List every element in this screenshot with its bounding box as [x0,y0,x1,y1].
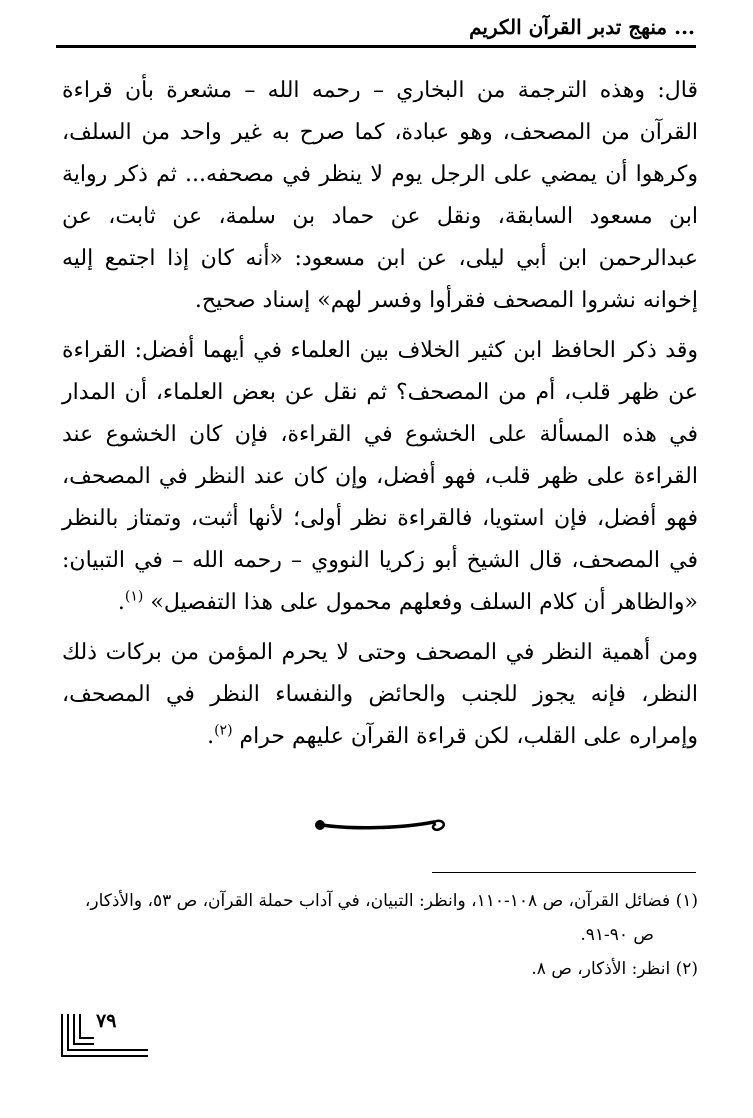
footnote-1-text: فضائل القرآن، ص ١٠٨-١١٠، وانظر: التبيان، في آداب حملة القرآن، ص ٥٣، والأذكار، ص ٩٠-٩١. [84,891,671,945]
footnote-ref-2[interactable]: (٢) [214,722,233,739]
paragraph-3-text: ومن أهمية النظر في المصحف وحتى لا يحرم المؤمن من بركات ذلك النظر، فإنه يجوز للجنب والحائض والنفساء النظر في المصحف، وإمراره على القلب، لكن قراءة القرآن عليهم حرام [62,640,698,749]
header-rule [56,45,696,48]
paragraph-3: ومن أهمية النظر في المصحف وحتى لا يحرم المؤمن من بركات ذلك النظر، فإنه يجوز للجنب والحائض والنفساء النظر في المصحف، وإمراره على القلب، لكن قراءة القرآن عليهم حرام $^{(٢)}$. [62,640,698,749]
running-header: ... منهج تدبر القرآن الكريم [469,15,695,39]
paragraph-1 [62,70,698,322]
paragraph-1-text: قال: وهذه الترجمة من البخاري – رحمه الله – مشعرة بأن قراءة القرآن من المصحف، وهو عبادة، كما صرح به غير واحد من السلف، وكرهوا أن يمضي على الرجل يوم لا ينظر في مصحفه... ثم ذكر رواية ابن مسعود السابقة، ونقل عن حماد بن سلمة، عن ثابت، عن عبدالرحمن ابن أبي ليلى، عن ابن مسعود: «أنه كان إذا اجتمع إليه إخوانه نشروا المصحف فقرأوا وفسر لهم» إسناد صحيح. [62,78,698,313]
ornament-divider [308,810,448,840]
footnote-ref-1[interactable]: (١) [124,588,144,605]
paragraph-2-text: وقد ذكر الحافظ ابن كثير الخلاف بين العلماء في أيهما أفضل: القراءة عن ظهر قلب، أم من المصحف؟ ثم نقل عن بعض العلماء، أن المدار في هذه المسألة على الخشوع في القراءة، فإن كان الخشوع عند القراءة على ظهر قلب، فهو أفضل، وإن كان عند النظر في المصحف، فهو أفضل، فإن استويا، فالقراءة نظر أولى؛ لأنها أثبت، وتمتاز بالنظر في المصحف، قال الشيخ أبو زكريا النووي – رحمه الله – في التبيان: «والظاهر أن كلام السلف وفعلهم محمول على هذا التفصيل» [62,338,698,615]
page-number: ٧٩ [96,1010,117,1032]
paragraph-2: وقد ذكر الحافظ ابن كثير الخلاف بين العلماء في أيهما أفضل: القراءة عن ظهر قلب، أم من المصحف؟ ثم نقل عن بعض العلماء، أن المدار في هذه المسألة على الخشوع في القراءة، فإن كان الخشوع عند القراءة على ظهر قلب، فهو أفضل، وإن كان عند النظر في المصحف، فهو أفضل، فإن استويا، فالقراءة نظر أولى؛ لأنها أثبت، وتمتاز بالنظر في المصحف، قال الشيخ أبو زكريا النووي – رحمه الله – في التبيان: «والظاهر أن كلام السلف وفعلهم محمول على هذا التفصيل» $^{(١)}$. [62,338,698,615]
footnote-rule [432,872,696,873]
footnote-1 [62,884,698,952]
body-text [62,70,698,758]
footnote-2-text: انظر: الأذكار، ص ٨. [531,959,671,979]
footnotes [62,884,698,986]
footnote-1-marker: (١) [675,891,698,911]
footnote-2-marker: (٢) [675,959,698,979]
footnote-2 [62,952,698,986]
